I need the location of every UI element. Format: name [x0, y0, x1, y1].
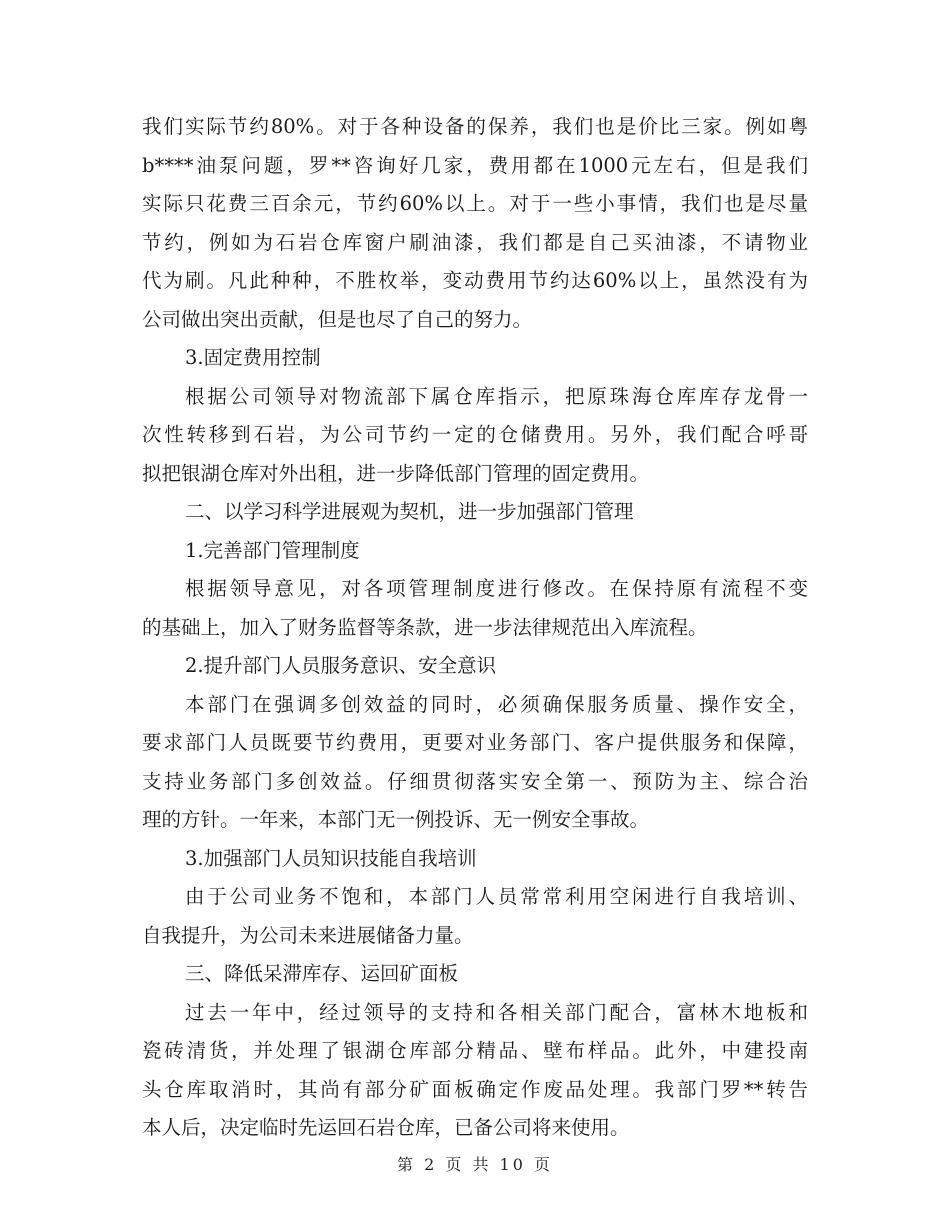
text-line: 二、以学习科学进展观为契机，进一步加强部门管理: [185, 500, 634, 523]
text-line: 根据公司领导对物流部下属仓库指示，把原珠海仓库库存龙骨一: [185, 384, 808, 408]
text-line: 拟把银湖仓库对外出租，进一步降低部门管理的固定费用。: [142, 461, 650, 485]
text-line: 的基础上，加入了财务监督等条款，进一步法律规范出入库流程。: [142, 615, 708, 639]
text-line: 三、降低呆滞库存、运回矿面板: [185, 962, 459, 985]
text-line: 3.加强部门人员知识技能自我培训: [185, 846, 477, 870]
text-line: 过去一年中，经过领导的支持和各相关部门配合，富林木地板和: [185, 1000, 808, 1024]
text-line: 要求部门人员既要节约费用，更要对业务部门、客户提供服务和保障，: [142, 731, 808, 754]
text-line: 公司做出突出贡献，但是也尽了自己的努力。: [142, 307, 533, 331]
text-line: 本人后，决定临时先运回石岩仓库，已备公司将来使用。: [142, 1116, 630, 1139]
text-line: 自我提升，为公司未来进展储备力量。: [142, 923, 474, 947]
text-line: 实际只花费三百余元，节约60%以上。对于一些小事情，我们也是尽量: [142, 192, 808, 215]
text-line: 由于公司业务不饱和，本部门人员常常利用空闲进行自我培训、: [185, 885, 808, 908]
text-line: 1.完善部门管理制度: [185, 538, 360, 562]
text-line: b****油泵问题，罗**咨询好几家，费用都在1000元左右，但是我们: [142, 153, 808, 177]
text-line: 我们实际节约80%。对于各种设备的保养，我们也是价比三家。例如粤: [142, 115, 808, 138]
document-body: [142, 108, 808, 1148]
text-line: 瓷砖清货，并处理了银湖仓库部分精品、壁布样品。此外，中建投南: [142, 1039, 808, 1062]
text-line: 本部门在强调多创效益的同时，必须确保服务质量、操作安全，: [185, 692, 808, 716]
text-line: 代为刷。凡此种种，不胜枚举，变动费用节约达60%以上，虽然没有为: [142, 269, 808, 292]
text-line: 支持业务部门多创效益。仔细贯彻落实安全第一、预防为主、综合治: [142, 769, 808, 793]
page-footer: 第 2 页 共 10 页: [397, 1155, 553, 1174]
text-line: 次性转移到石岩，为公司节约一定的仓储费用。另外，我们配合呼哥: [142, 423, 808, 446]
text-line: 2.提升部门人员服务意识、安全意识: [185, 654, 497, 677]
text-line: 理的方针。一年来，本部门无一例投诉、无一例安全事故。: [142, 808, 650, 831]
text-line: 根据领导意见，对各项管理制度进行修改。在保持原有流程不变: [185, 577, 808, 600]
text-line: 头仓库取消时，其尚有部分矿面板确定作废品处理。我部门罗**转告: [142, 1077, 808, 1101]
text-line: 节约，例如为石岩仓库窗户刷油漆，我们都是自己买油漆，不请物业: [142, 230, 808, 254]
text-line: 3.固定费用控制: [185, 346, 321, 369]
